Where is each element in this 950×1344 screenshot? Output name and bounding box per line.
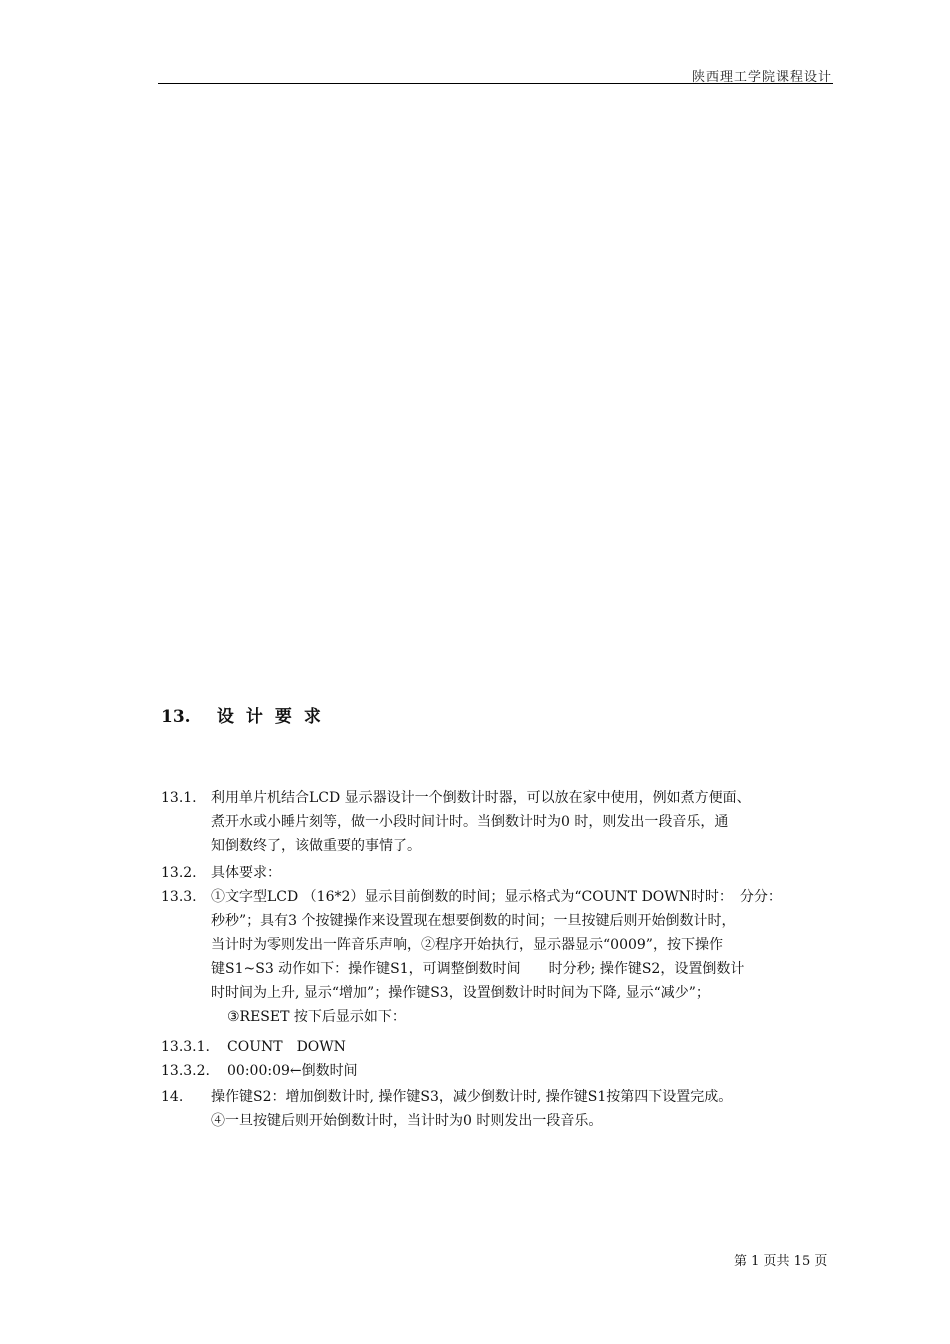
- item-line: COUNT DOWN: [227, 1039, 346, 1055]
- list-item: [161, 1035, 346, 1059]
- item-line: 知倒数终了，该做重要的事情了。: [211, 838, 421, 854]
- item-line: 具体要求：: [211, 865, 281, 881]
- item-line: 煮开水或小睡片刻等，做一小段时间计时。当倒数计时为0 时，则发出一段音乐，通: [211, 814, 729, 830]
- item-line: ④一旦按键后则开始倒数计时，当计时为0 时则发出一段音乐。: [211, 1113, 603, 1129]
- item-number: 13.2.: [161, 865, 197, 881]
- item-line: 操作键S2：增加倒数计时, 操作键S3，减少倒数计时, 操作键S1按第四下设置完成。: [211, 1089, 733, 1105]
- list-item: [161, 786, 751, 858]
- item-number: 13.3.1.: [161, 1039, 210, 1055]
- list-item: [161, 885, 782, 1029]
- heading-title: 设计要求: [216, 707, 333, 727]
- list-item: [161, 861, 281, 885]
- list-item: [161, 1085, 732, 1133]
- item-line: 键S1~S3 动作如下：操作键S1，可调整倒数时间 时分秒; 操作键S2，设置倒数计: [211, 961, 745, 977]
- item-number: 13.3.: [161, 889, 197, 905]
- item-line: 时时间为上升, 显示“增加”；操作键S3，设置倒数计时时间为下降, 显示“减少”；: [211, 985, 710, 1001]
- item-number: 13.1.: [161, 790, 197, 806]
- item-line: ③RESET 按下后显示如下：: [227, 1009, 406, 1025]
- item-line: 00:00:09←倒数时间: [227, 1063, 358, 1079]
- page-number: 第 1 页共 15 页: [734, 1254, 828, 1269]
- section-heading: [161, 702, 333, 727]
- list-item: [161, 1059, 358, 1083]
- item-number: 13.3.2.: [161, 1063, 210, 1079]
- header-institution: 陕西理工学院课程设计: [691, 70, 832, 85]
- header-rule: [158, 83, 833, 84]
- item-line: 当计时为零则发出一阵音乐声响，②程序开始执行，显示器显示“0009”，按下操作: [211, 937, 723, 953]
- item-line: 秒秒”；具有3 个按键操作来设置现在想要倒数的时间；一旦按键后则开始倒数计时，: [211, 913, 736, 929]
- item-line: 利用单片机结合LCD 显示器设计一个倒数计时器，可以放在家中使用，例如煮方便面、: [211, 790, 751, 806]
- item-line: ①文字型LCD （16*2）显示目前倒数的时间；显示格式为“COUNT DOWN时时： 分分：: [211, 889, 782, 905]
- item-number: 14.: [161, 1089, 184, 1105]
- heading-number: 13.: [161, 707, 191, 727]
